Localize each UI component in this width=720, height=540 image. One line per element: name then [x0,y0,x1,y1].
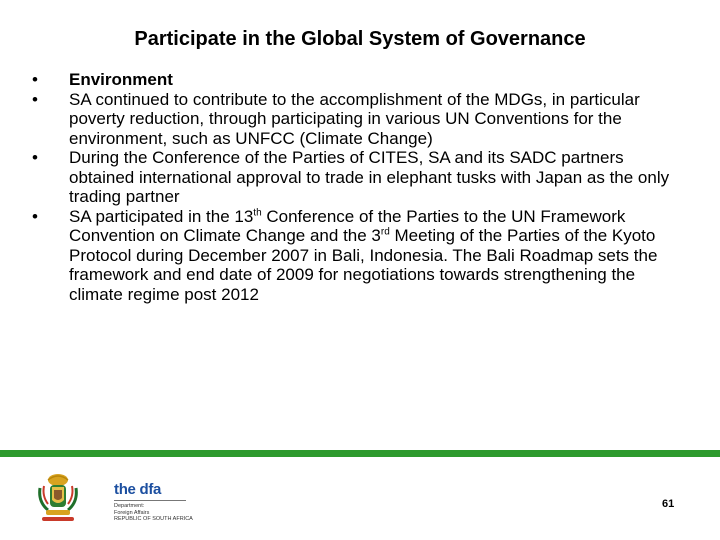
org-sub-line: Department: [114,503,145,509]
bullet-text: During the Conference of the Parties of CITES, SA and its SADC partners obtained international approval to trade in elephant tusks with Japan as the only trading partner [69,148,670,206]
bullet-text-segment: Conference of the Parties to the UN Framework Convention on Climate Change and the 3 [69,206,626,245]
bullet-glyph: • [32,148,38,167]
bullet-item [28,207,688,305]
org-subtitle [114,503,193,523]
bullet-text: SA continued to contribute to the accomplishment of the MDGs, in particular poverty reduction, through participating in various UN Conventions for the environment, such as UNFCC (Climate Change) [69,89,640,148]
org-underline [114,500,186,501]
bullet-glyph: • [32,70,38,89]
ordinal-suffix: rd [380,226,390,238]
page-number: 61 [662,498,675,510]
bullet-glyph: • [32,89,38,109]
bullet-item [28,148,688,207]
bullet-text: Environment [69,70,173,89]
org-name: the dfa [114,481,162,498]
org-sub-line: Foreign Affairs [114,509,150,516]
org-sub-line: REPUBLIC OF SOUTH AFRICA [114,516,193,522]
bullet-text-segment: SA participated in the 13 [69,206,254,226]
bullet-item [28,90,688,149]
bullet-list [28,70,688,304]
footer-divider [0,450,720,457]
bullet-text-segment: Meeting of the Parties of the Kyoto Protocol during December 2007 in Bali, Indonesia. The Bali Roadmap sets the framework and end date of 2009 for negotiations towards strengthening the climate regime post 2012 [69,226,658,304]
bullet-item [28,70,688,90]
bullet-text [69,207,657,304]
slide-title: Participate in the Global System of Governance [134,28,586,50]
ordinal-suffix: th [253,206,262,218]
bullet-glyph: • [32,206,38,226]
